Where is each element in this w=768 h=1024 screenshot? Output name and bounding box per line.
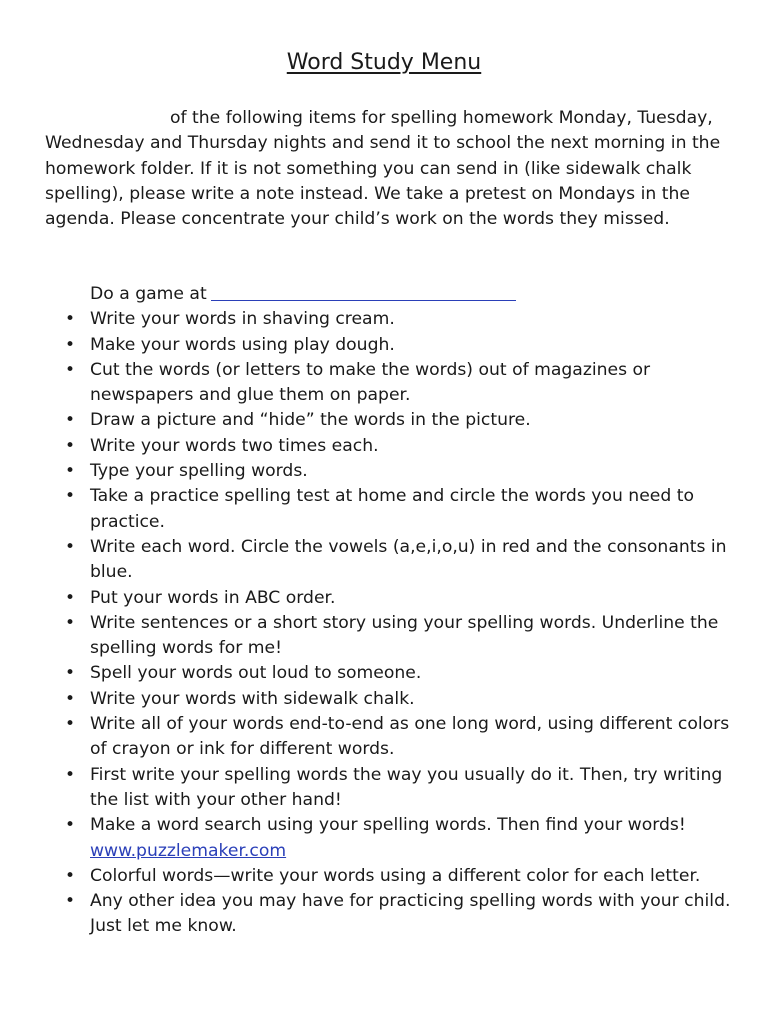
list-item: • Spell your words out loud to someone. xyxy=(45,661,735,686)
puzzlemaker-link[interactable]: www.puzzlemaker.com xyxy=(90,840,287,861)
intro-text: of the following items for spelling homework Monday, Tuesday, Wednesday and Thursday nights and send it to school the next morning in the homework folder. If it is not something you can send in (like sidewalk chalk spelling), please write a note instead. We take a pretest on Mondays in the agenda. Please concentrate your child’s work on the words they missed. xyxy=(45,108,721,230)
list-item: • Write sentences or a short story using your spelling words. Underline the spelling words for me! xyxy=(45,611,735,662)
list-item: • First write your spelling words the way you usually do it. Then, try writing the list with your other hand! xyxy=(45,763,735,814)
game-link-blank[interactable] xyxy=(211,282,516,301)
list-item: • Write your words in shaving cream. xyxy=(45,307,735,332)
game-line xyxy=(45,282,735,307)
homework-menu xyxy=(45,282,735,940)
list-item: • Write each word. Circle the vowels (a,e,i,o,u) in red and the consonants in blue. xyxy=(45,535,735,586)
list-item: • Cut the words (or letters to make the words) out of magazines or newspapers and glue them on paper. xyxy=(45,358,735,409)
list-item: • Make your words using play dough. xyxy=(45,333,735,358)
list-item: • Write your words two times each. xyxy=(45,434,735,459)
list-item: • Colorful words—write your words using a different color for each letter. xyxy=(45,864,735,889)
list-item: • Take a practice spelling test at home and circle the words you need to practice. xyxy=(45,484,735,535)
page-title: Word Study Menu xyxy=(286,50,482,75)
word-search-text: Make a word search using your spelling words. Then find your words! xyxy=(90,815,686,836)
list-item: • Type your spelling words. xyxy=(45,459,735,484)
list-item: • Put your words in ABC order. xyxy=(45,586,735,611)
list-item: • Draw a picture and “hide” the words in the picture. xyxy=(45,408,735,433)
game-line-text: Do a game at xyxy=(90,284,207,304)
list-item xyxy=(45,813,735,864)
intro-paragraph xyxy=(45,106,735,232)
list-item: • Write your words with sidewalk chalk. xyxy=(45,687,735,712)
menu-list xyxy=(45,307,735,939)
list-item: • Write all of your words end-to-end as one long word, using different colors of crayon or ink for different words. xyxy=(45,712,735,763)
list-item: • Any other idea you may have for practicing spelling words with your child. Just let me know. xyxy=(45,889,735,940)
